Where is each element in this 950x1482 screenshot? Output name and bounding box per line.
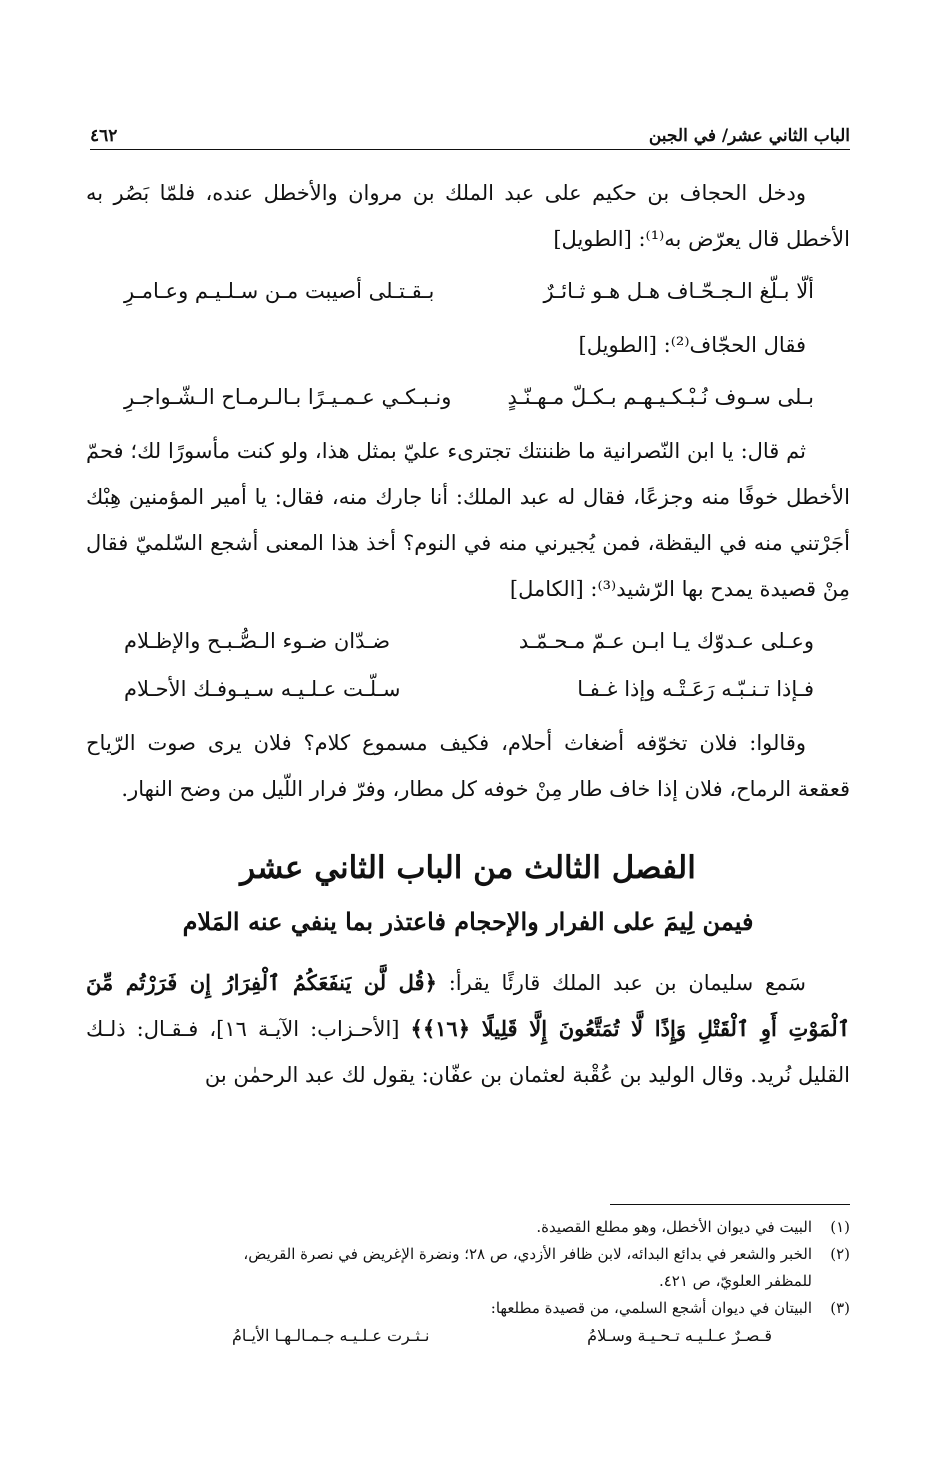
footnotes [86, 1214, 850, 1349]
header-rule [90, 149, 850, 150]
chapter-subtitle: فيمن لِيمَ على الفرار والإحجام فاعتذر بما ينفي عنه المَلام [182, 907, 754, 936]
footnote-3-verse [232, 1322, 772, 1349]
verse-4 [124, 666, 814, 712]
verse-3 [124, 618, 814, 664]
main-text [86, 170, 850, 1098]
paragraph-5-intro: سَمع سليمان بن عبد الملك قارئًا يقرأ: [436, 971, 806, 995]
paragraph-5-rest: [الأحـزاب: الآيـة ١٦]، فـقـال: ذلـك القليل نُريد. وقال الوليد بن عُقْبة لعثمان بن عفّان: يقول لك عبد الرحمٰن بن [86, 1017, 850, 1087]
paragraph-4: وقالوا: فلان تخوّفه أضغاث أحلام، فكيف مسموع كلام؟ فلان يرى صوت الرّياح قعقعة الرماح، فلان إذا خاف طار مِنْ خوفه كل مطار، وفرّ فرار اللّيل من وضح النهار. [86, 731, 850, 801]
verse-2-second-hemistich: ونـبـكـي عـمـيـرًا بـالـرمـاح الـشّـواجـرِ [124, 385, 452, 409]
footnote-3-text: البيتان في ديوان أشجع السلمي، من قصيدة مطلعها: [490, 1299, 812, 1317]
page-header [90, 112, 850, 146]
verse-4-second-hemistich: سـلّـت عـلـيـه سـيـوفـك الأحـلام [124, 677, 401, 701]
quran-verse: ﴿قُل لَّن يَنفَعَكُمُ ٱلْفِرَارُ إِن فَرَرْتُم مِّنَ ٱلْمَوْتِ أَوِ ٱلْقَتْلِ وَإِذًا لَّا تُمَتَّعُونَ إِلَّا قَلِيلًا ﴿١٦﴾﴾ [86, 970, 851, 1041]
footnote-3-number: (٣) [830, 1299, 850, 1317]
verse-1-first-hemistich: ألّا بـلّغ الـجـحّـاف هـل هـو ثـائـرٌ [543, 279, 814, 303]
verse-4-first-hemistich: فـإذا تـنـبّـه رَعَـتْـه وإذا غـفـا [577, 677, 814, 701]
paragraph-1: ودخل الحجاف بن حكيم على عبد الملك بن مروان والأخطل عنده، فلمّا بَصُر به الأخطل قال يعرّض به⁽¹⁾: [الطويل] [86, 181, 850, 251]
paragraph-5 [86, 960, 850, 1098]
footnote-rule [610, 1204, 850, 1205]
footnote-2-continuation: للمظفر العلويّ، ص ٤٢١. [658, 1272, 812, 1290]
footnote-3-verse-first: قـصـرٌ عـلـيـه تـحـيـة وسـلامُ [587, 1326, 772, 1345]
paragraph-2: فقال الحجّاف⁽²⁾: [الطويل] [578, 333, 806, 357]
page-number: ٤٦٢ [90, 126, 118, 146]
verse-1 [124, 268, 814, 314]
chapter-title: الفصل الثالث من الباب الثاني عشر [240, 850, 696, 886]
footnote-1-text: البيت في ديوان الأخطل، وهو مطلع القصيدة. [536, 1218, 812, 1236]
footnote-1-number: (١) [830, 1218, 850, 1236]
verse-3-second-hemistich: ضـدّان ضـوء الـصُّـبـح والإظـلام [124, 629, 391, 653]
footnote-1 [86, 1214, 850, 1241]
paragraph-3: ثم قال: يا ابن النّصرانية ما ظننتك تجترىء عليّ بمثل هذا، ولو كنت مأسورًا لك؛ فحمّ الأخطل خوفًا منه وجزعًا، فقال له عبد الملك: أنا جارك منه، فقال: يا أمير المؤمنين هِبْك أجَرْتني منه في اليقظة، فمن يُجيرني منه في النوم؟ أخذ هذا المعنى أشجع السّلميّ فقال مِنْ قصيدة يمدح بها الرّشيد⁽³⁾: [الكامل] [86, 439, 850, 601]
verse-3-first-hemistich: وعـلى عـدوّك يـا ابـن عـمّ مـحـمّـد [518, 629, 814, 653]
verse-2-first-hemistich: بـلى سـوف نُـبْـكـيـهـم بـكـلّ مـهـنّـدٍ [507, 385, 814, 409]
footnote-3 [86, 1295, 850, 1322]
footnote-2-number: (٢) [830, 1245, 850, 1263]
footnote-2 [86, 1241, 850, 1268]
verse-2 [124, 374, 814, 420]
footnote-2-text: الخبر والشعر في بدائع البدائه، لابن ظافر الأزدي، ص ٢٨؛ ونضرة الإغريض في نصرة القريض، [243, 1245, 812, 1263]
footnote-3-verse-second: نـثـرت عـلـيـه جـمـالـهـا الأيـامُ [232, 1326, 430, 1345]
verse-1-second-hemistich: بـقـتـلى أصيبت مـن سـلـيـم وعـامـرِ [124, 279, 435, 303]
running-title: الباب الثاني عشر/ في الجبن [648, 126, 850, 146]
